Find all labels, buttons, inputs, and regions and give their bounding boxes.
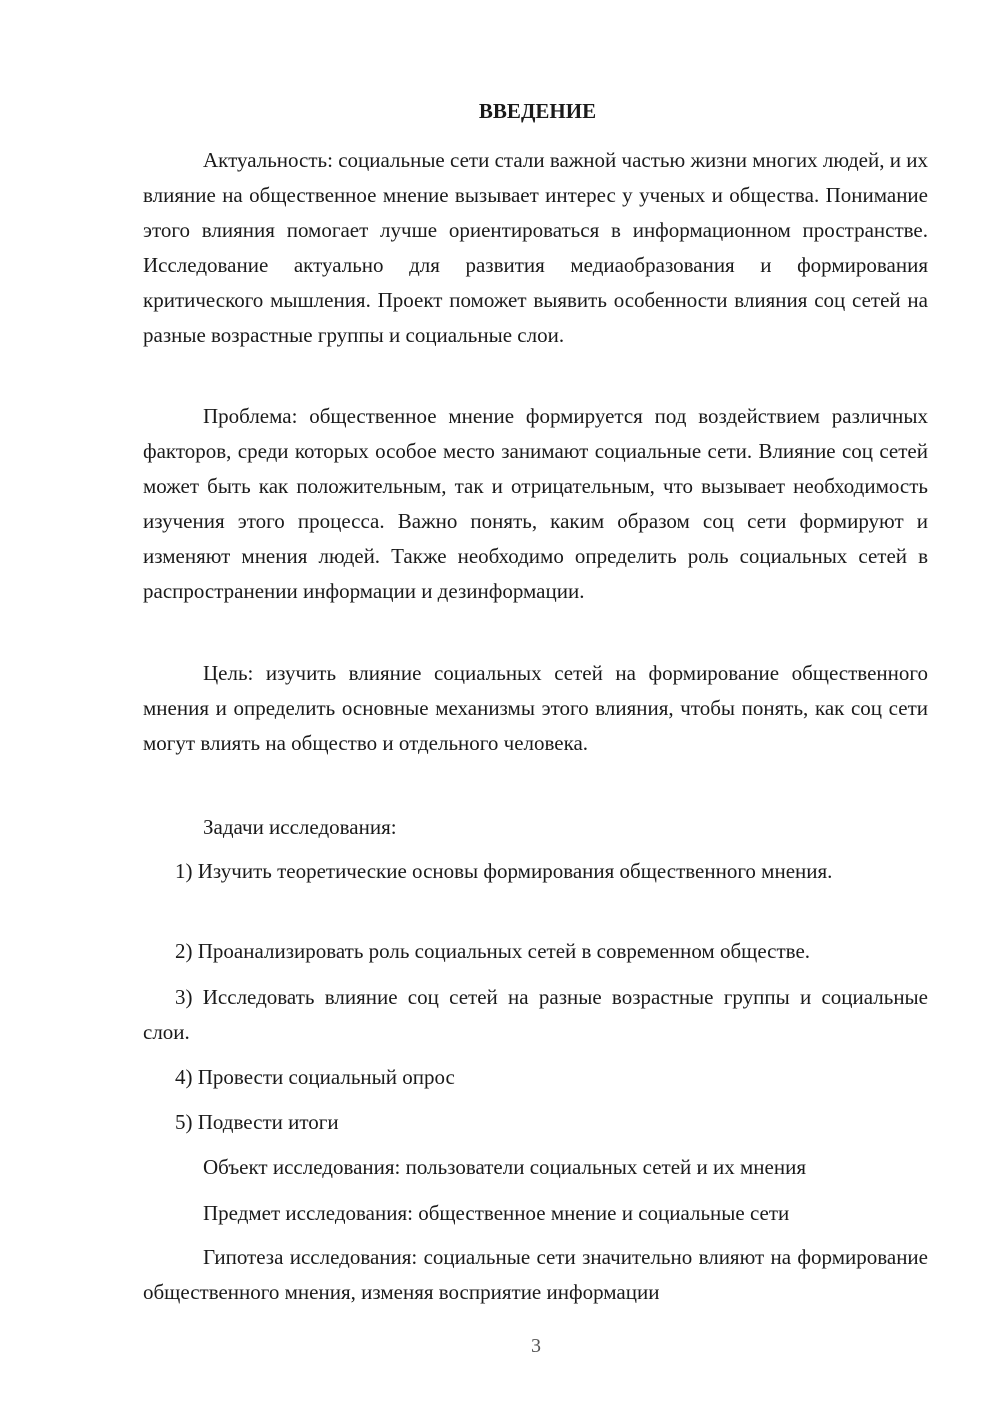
task-item-1: 1) Изучить теоретические основы формирования общественного мнения. xyxy=(175,859,833,883)
relevance-paragraph: Актуальность: социальные сети стали важной частью жизни многих людей, и их влияние на общественное мнение вызывает интерес у ученых и общества. Понимание этого влияния помогает лучше ориентироваться в информационном пространстве. Исследование актуально для развития медиаобразования и формирования критического мышления. Проект поможет выявить особенности влияния соц сетей на разные возрастные группы и социальные слои. xyxy=(143,148,928,347)
page-number: 3 xyxy=(531,1335,541,1357)
section-heading: ВВЕДЕНИЕ xyxy=(478,99,597,123)
problem-paragraph: Проблема: общественное мнение формируется под воздействием различных факторов, среди которых особое место занимают социальные сети. Влияние соц сетей может быть как положительным, так и отрицательным, что вызывает необходимость изучения этого процесса. Важно понять, каким образом соц сети формируют и изменяют мнения людей. Также необходимо определить роль социальных сетей в распространении информации и дезинформации. xyxy=(143,404,928,603)
tasks-heading: Задачи исследования: xyxy=(203,815,397,839)
task-item-2: 2) Проанализировать роль социальных сетей в современном обществе. xyxy=(175,939,811,963)
object-paragraph: Объект исследования: пользователи социальных сетей и их мнения xyxy=(203,1155,807,1179)
task-item-5: 5) Подвести итоги xyxy=(175,1110,339,1134)
task-item-3: 3) Исследовать влияние соц сетей на разные возрастные группы и социальные слои. xyxy=(143,985,928,1044)
hypothesis-paragraph: Гипотеза исследования: социальные сети значительно влияют на формирование общественного мнения, изменяя восприятие информации xyxy=(143,1245,928,1304)
goal-paragraph: Цель: изучить влияние социальных сетей на формирование общественного мнения и определить основные механизмы этого влияния, чтобы понять, как соц сети могут влиять на общество и отдельного человека. xyxy=(143,661,928,755)
subject-paragraph: Предмет исследования: общественное мнение и социальные сети xyxy=(203,1201,790,1225)
task-item-4: 4) Провести социальный опрос xyxy=(175,1065,455,1089)
